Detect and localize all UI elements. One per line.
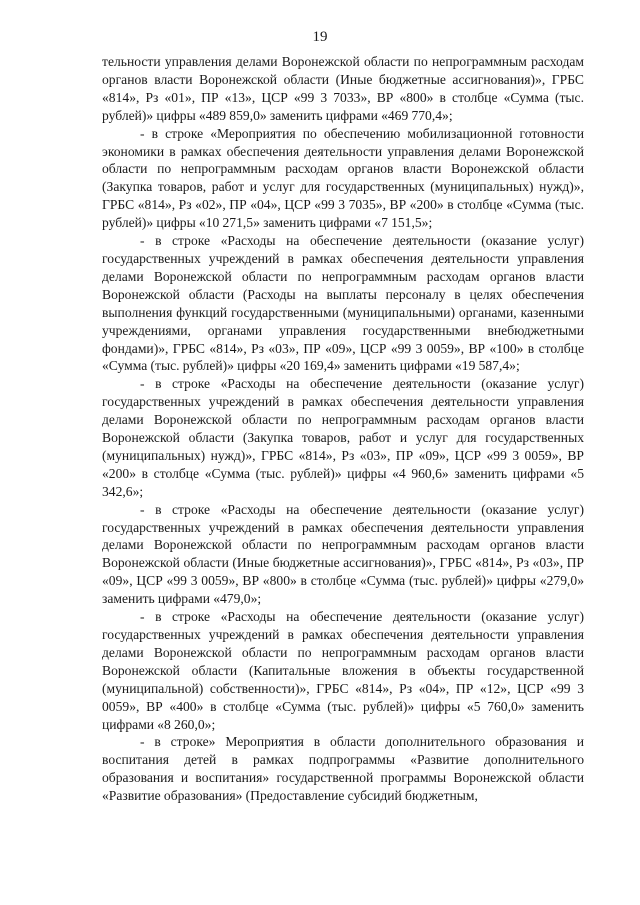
paragraph-mobilization-line: - в строке «Мероприятия по обеспечению мобилизационной готовности экономики в рамках обеспечения деятельности управления делами Воронежской области по непрограммным расходам органов власти Воронежской области (Закупка товаров, работ и услуг для государственных (муниципальных) нужд)», ГРБС «814», Рз «02», ПР «04», ЦСР «99 3 7035», ВР «200» в столбце «Сумма (тыс. рублей)» цифры «10 271,5» заменить цифрами «7 151,5»; <box>102 125 584 231</box>
paragraph-continuation: тельности управления делами Воронежской области по непрограммным расходам органов власти Воронежской области (Иные бюджетные ассигнования)», ГРБС «814», Рз «01», ПР «13», ЦСР «99 3 7033», ВР «800» в столбце «Сумма (тыс. рублей)» цифры «489 859,0» заменить цифрами «469 770,4»; <box>102 54 584 123</box>
paragraph-education-line: - в строке» Мероприятия в области дополнительного образования и воспитания детей в рамках подпрограммы «Развитие дополнительного образования и воспитания» государственной программы Воронежской области «Развитие образования» (Предоставление субсидий бюджетным, <box>102 734 584 804</box>
page-number: 19 <box>312 29 328 45</box>
paragraph-staff-expenses-line: - в строке «Расходы на обеспечение деятельности (оказание услуг) государственных учреждений в рамках обеспечения деятельности управления делами Воронежской области по непрограммным расходам органов власти Воронежской области (Расходы на выплаты персоналу в целях обеспечения выполнения функций государственными (муниципальными) органами, казенными учреждениями, органами управления государственными внебюджетными фондами)», ГРБС «814», Рз «03», ПР «09», ЦСР «99 3 0059», ВР «100» в столбце «Сумма (тыс. рублей)» цифры «20 169,4» заменить цифрами «19 587,4»; <box>102 233 584 374</box>
paragraph-capital-investment-line: - в строке «Расходы на обеспечение деятельности (оказание услуг) государственных учреждений в рамках обеспечения деятельности управления делами Воронежской области по непрограммным расходам органов власти Воронежской области (Капитальные вложения в объекты государственной (муниципальной) собственности)», ГРБС «814», Рз «04», ПР «12», ЦСР «99 3 0059», ВР «400» в столбце «Сумма (тыс. рублей)» цифры «5 760,0» заменить цифрами «8 260,0»; <box>102 609 584 732</box>
paragraph-other-allocations-line: - в строке «Расходы на обеспечение деятельности (оказание услуг) государственных учреждений в рамках обеспечения деятельности управления делами Воронежской области по непрограммным расходам органов власти Воронежской области (Иные бюджетные ассигнования)», ГРБС «814», Рз «03», ПР «09», ЦСР «99 3 0059», ВР «800» в столбце «Сумма (тыс. рублей)» цифры «279,0» заменить цифрами «479,0»; <box>102 501 584 607</box>
document-body <box>102 53 584 805</box>
paragraph-procurement-line: - в строке «Расходы на обеспечение деятельности (оказание услуг) государственных учреждений в рамках обеспечения деятельности управления делами Воронежской области по непрограммным расходам органов власти Воронежской области (Закупка товаров, работ и услуг для государственных (муниципальных) нужд)», ГРБС «814», Рз «03», ПР «09», ЦСР «99 3 0059», ВР «200» в столбце «Сумма (тыс. рублей)» цифры «4 960,6» заменить цифрами «5 342,6»; <box>102 376 584 499</box>
